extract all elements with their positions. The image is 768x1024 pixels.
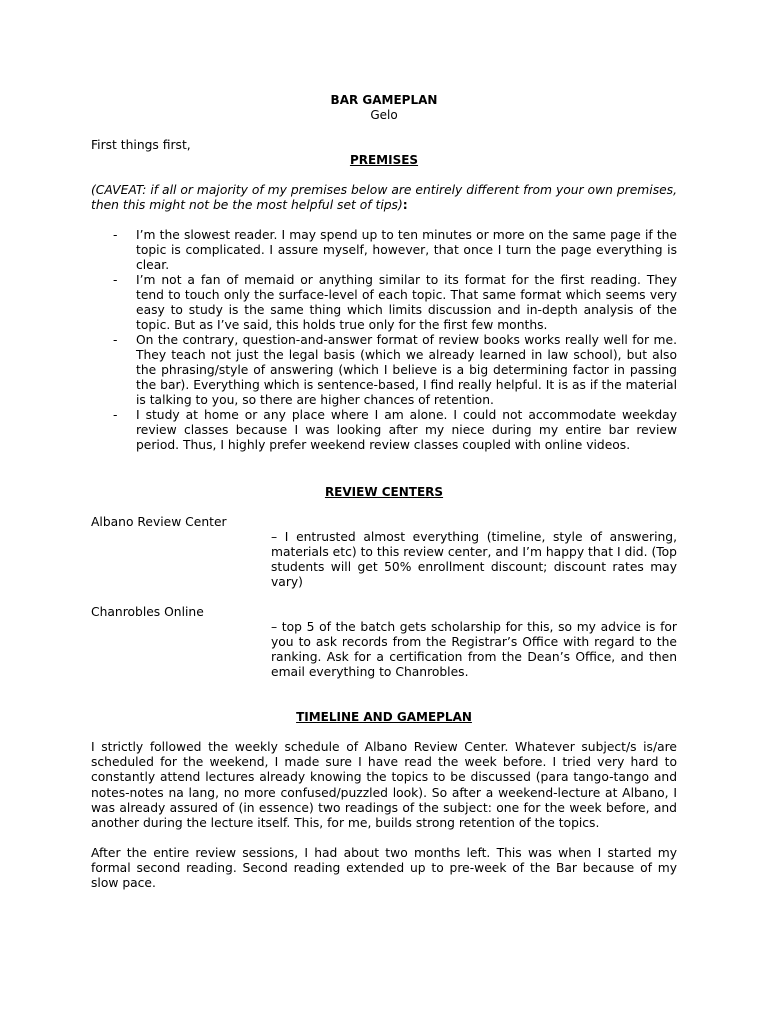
premise-text: I’m not a fan of memaid or anything similar to its format for the first reading. They tend to touch only the surface-level of each topic. That same format which seems very easy to study is the same thing which limits discussion and in-depth analysis of the topic. But as I’ve said, this holds true only for the first few months. — [136, 273, 677, 332]
premise-text: I study at home or any place where I am alone. I could not accommodate weekday review classes because I was looking after my niece during my entire bar review period. Thus, I highly prefer weekend review classes coupled with online videos. — [136, 408, 677, 452]
list-item — [91, 273, 677, 333]
caveat-colon: : — [402, 198, 408, 213]
list-item — [91, 333, 677, 408]
list-item — [91, 408, 677, 453]
caveat-text: (CAVEAT: if all or majority of my premises below are entirely different from your own premises, then this might not be the most helpful set of tips) — [91, 183, 677, 213]
bullet-dash: - — [113, 333, 118, 347]
timeline-paragraph-2: After the entire review sessions, I had about two months left. This was when I started my formal second reading. Second reading extended up to pre-week of the Bar because of my slow pace. — [91, 846, 677, 891]
bullet-dash: - — [113, 408, 118, 422]
bullet-dash: - — [113, 273, 118, 287]
review-centers-heading: REVIEW CENTERS — [324, 485, 444, 499]
premise-text: I’m the slowest reader. I may spend up to ten minutes or more on the same page if the topic is complicated. I assure myself, however, that once I turn the page everything is clear. — [136, 228, 677, 272]
timeline-paragraph-1: I strictly followed the weekly schedule of Albano Review Center. Whatever subject/s is/are scheduled for the weekend, I made sure I have read the week before. I tried very hard to constantly attend lectures already knowing the topics to be discussed (para tango-tango and notes-notes na lang, no more confused/puzzled look). So after a weekend-lecture at Albano, I was already assured of (in essence) two readings of the subject: one for the week before, and another during the lecture itself. This, for me, builds strong retention of the topics. — [91, 740, 677, 831]
document-title: BAR GAMEPLAN — [330, 93, 438, 107]
caveat-paragraph — [91, 183, 677, 213]
intro-text: First things first, — [91, 138, 191, 152]
center-description-chanrobles: – top 5 of the batch gets scholarship for this, so my advice is for you to ask records from the Registrar’s Office with regard to the ranking. Ask for a certification from the Dean’s Office, and then email everything to Chanrobles. — [271, 620, 677, 679]
bullet-dash: - — [113, 228, 118, 242]
center-name-chanrobles: Chanrobles Online — [91, 605, 204, 619]
document-author: Gelo — [370, 108, 398, 122]
premises-heading: PREMISES — [349, 153, 419, 167]
premises-list — [91, 228, 677, 453]
premise-text: On the contrary, question-and-answer format of review books works really well for me. They teach not just the legal basis (which we already learned in law school), but also the phrasing/style of answering (which I believe is a big determining factor in passing the bar). Everything which is sentence-based, I find really helpful. It is as if the material is talking to you, so there are higher chances of retention. — [136, 333, 677, 407]
timeline-heading: TIMELINE AND GAMEPLAN — [296, 710, 472, 724]
list-item — [91, 228, 677, 273]
center-description-albano: – I entrusted almost everything (timeline, style of answering, materials etc) to this review center, and I’m happy that I did. (Top students will get 50% enrollment discount; discount rates may vary) — [271, 530, 677, 589]
center-name-albano: Albano Review Center — [91, 515, 227, 529]
